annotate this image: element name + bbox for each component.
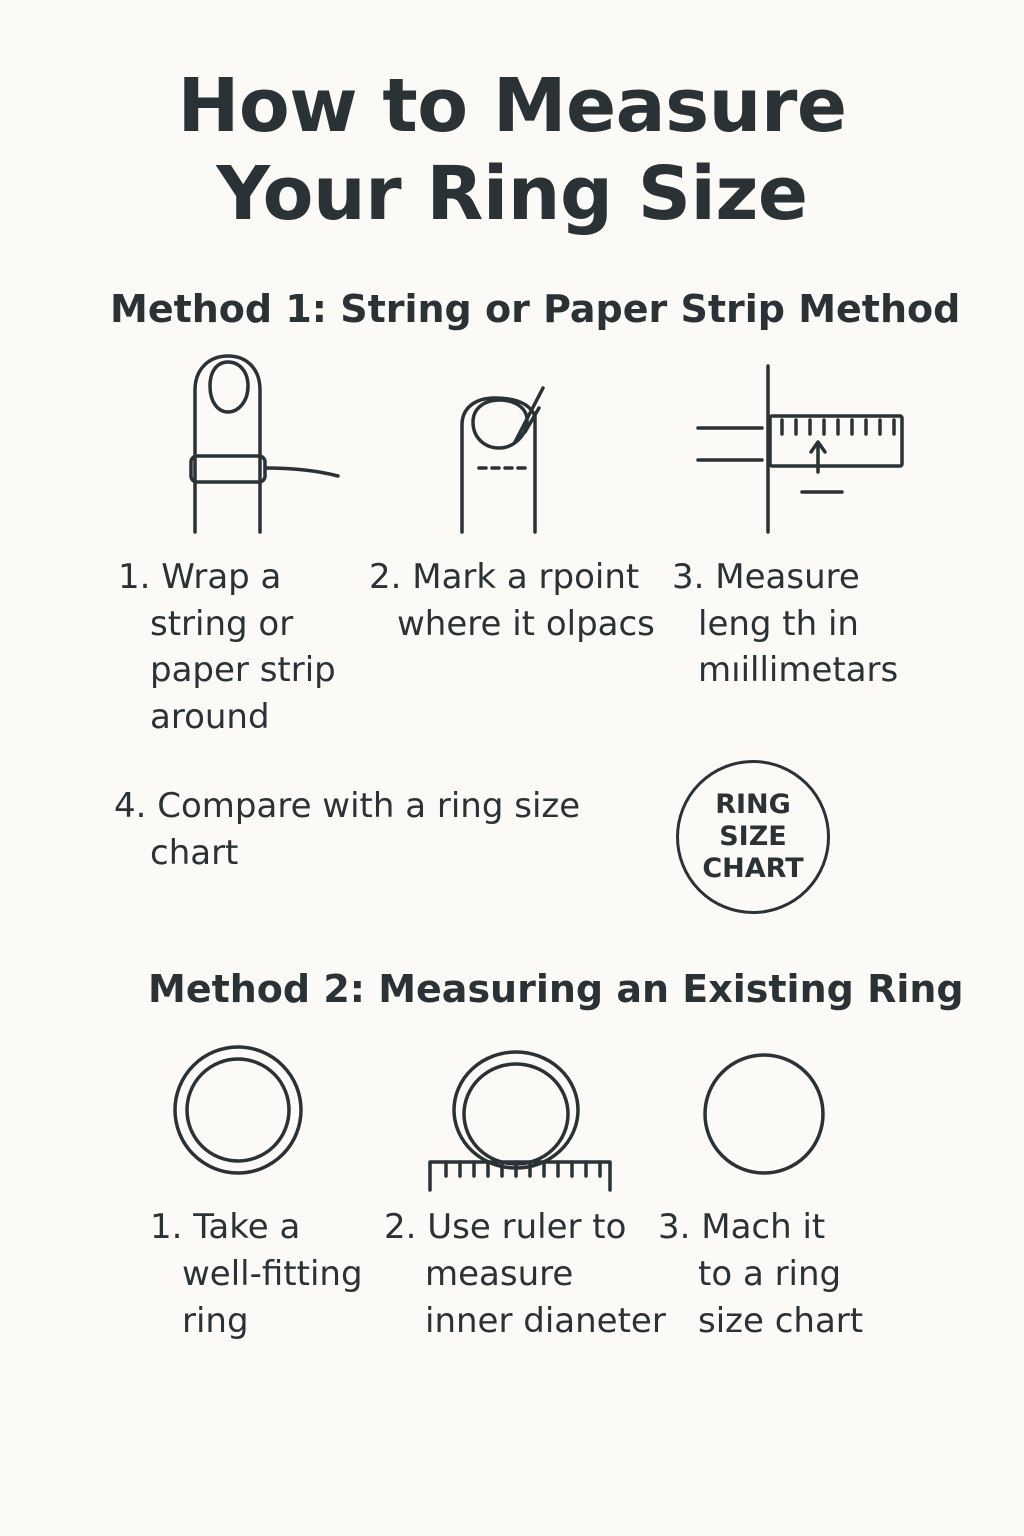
method-2-step-1 xyxy=(150,1204,363,1345)
step-text: Use ruler to xyxy=(427,1207,627,1247)
step-text: string or xyxy=(150,603,294,644)
badge-text: CHART xyxy=(702,853,804,884)
finger-with-string-icon xyxy=(180,350,350,540)
page-title-line-2: Your Ring Size xyxy=(216,151,808,237)
single-ring-icon xyxy=(700,1050,828,1178)
double-ring-icon xyxy=(170,1042,306,1178)
finger-mark-icon xyxy=(455,380,555,540)
step-number: 4. xyxy=(114,786,147,826)
step-text: measure xyxy=(425,1254,574,1294)
step-number: 2. xyxy=(369,557,402,597)
step-text: mıillimetars xyxy=(698,650,899,690)
step-text: well-fitting xyxy=(182,1254,363,1294)
method-1-step-3 xyxy=(672,554,898,694)
step-text: Wrap a xyxy=(161,557,282,597)
step-number: 3. xyxy=(658,1207,691,1247)
method-2-step-2 xyxy=(384,1204,666,1345)
method-1-step-2 xyxy=(369,554,655,647)
step-text: inner dianeter xyxy=(425,1301,666,1341)
page-title-line-1: How to Measure xyxy=(177,63,847,149)
step-text: ring xyxy=(182,1301,249,1341)
step-text: where it olpacs xyxy=(397,603,655,644)
badge-text: RING xyxy=(715,789,791,820)
step-text: around xyxy=(150,696,270,737)
step-text: leng th in xyxy=(698,603,859,644)
ring-on-ruler-icon xyxy=(424,1044,616,1194)
step-text: size chart xyxy=(698,1301,864,1341)
step-text: paper strip xyxy=(150,650,336,690)
ruler-measure-icon xyxy=(690,360,910,540)
step-text: Compare with a ring size xyxy=(157,786,581,826)
step-number: 1. xyxy=(118,557,151,597)
method-1-heading: Method 1: String or Paper Strip Method xyxy=(110,287,961,331)
step-text: Mach it xyxy=(701,1207,826,1247)
method-2-step-3 xyxy=(658,1204,863,1345)
step-text: to a ring xyxy=(698,1254,842,1294)
ring-size-chart-badge xyxy=(676,760,830,914)
badge-text: SIZE xyxy=(719,821,787,852)
step-text: Take a xyxy=(193,1207,301,1247)
step-text: Measure xyxy=(715,557,860,597)
method-1-step-4 xyxy=(114,783,580,876)
step-number: 3. xyxy=(672,557,705,597)
method-2-heading: Method 2: Measuring an Existing Ring xyxy=(148,967,964,1011)
step-number: 1. xyxy=(150,1207,183,1247)
step-text: chart xyxy=(150,832,239,873)
step-number: 2. xyxy=(384,1207,417,1247)
step-text: Mark a rpoint xyxy=(412,557,640,597)
method-1-step-1 xyxy=(118,554,336,740)
page-title xyxy=(0,62,1024,238)
